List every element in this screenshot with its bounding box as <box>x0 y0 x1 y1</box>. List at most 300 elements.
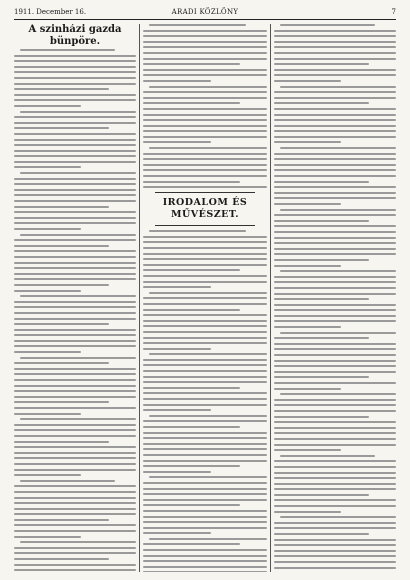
text-line <box>274 472 396 474</box>
text-line <box>14 127 109 129</box>
text-line <box>274 186 396 188</box>
text-line <box>274 46 396 48</box>
text-line <box>14 558 109 560</box>
text-line <box>274 265 341 267</box>
text-line <box>274 136 396 138</box>
text-line <box>14 513 136 515</box>
text-line <box>274 248 396 250</box>
text-line <box>274 477 396 479</box>
text-line <box>280 270 396 272</box>
text-line <box>274 399 396 401</box>
text-line <box>274 259 369 261</box>
text-line <box>143 314 267 316</box>
section-heading: IRODALOM ÉS MŰVÉSZET. <box>162 197 248 221</box>
text-line <box>14 452 136 454</box>
text-line <box>143 460 267 462</box>
text-line <box>274 466 396 468</box>
text-line <box>274 169 396 171</box>
text-line <box>143 521 267 523</box>
text-line <box>14 88 109 90</box>
text-line <box>14 139 136 141</box>
text-line <box>274 421 396 423</box>
text-line <box>274 315 396 317</box>
text-line <box>143 549 267 551</box>
text-line <box>274 35 396 37</box>
text-line <box>149 415 267 417</box>
text-line <box>14 194 136 196</box>
text-line <box>14 485 136 487</box>
text-line <box>14 396 136 398</box>
column-divider <box>270 24 271 572</box>
text-line <box>274 293 396 295</box>
text-line <box>143 448 267 450</box>
article-body <box>143 24 267 188</box>
text-line <box>143 465 240 467</box>
text-line <box>143 510 267 512</box>
text-line <box>143 236 267 238</box>
text-line <box>274 416 369 418</box>
text-line <box>14 519 109 521</box>
text-line <box>274 555 396 557</box>
text-line <box>14 351 81 353</box>
text-line <box>14 71 136 73</box>
text-line <box>274 276 396 278</box>
text-line <box>274 287 396 289</box>
text-line <box>14 469 136 471</box>
text-line <box>274 309 396 311</box>
text-line <box>143 69 267 71</box>
text-line <box>280 516 396 518</box>
text-line <box>20 234 136 236</box>
text-line <box>143 269 240 271</box>
text-line <box>143 281 267 283</box>
text-line <box>274 125 396 127</box>
text-line <box>143 488 267 490</box>
text-line <box>280 86 396 88</box>
text-line <box>143 125 267 127</box>
text-line <box>143 392 267 394</box>
text-line <box>149 230 246 232</box>
text-line <box>143 331 267 333</box>
text-line <box>14 267 136 269</box>
text-line <box>14 474 81 476</box>
text-line <box>274 52 396 54</box>
text-line <box>274 499 396 501</box>
text-line <box>14 385 136 387</box>
text-line <box>274 449 341 451</box>
text-line <box>274 192 396 194</box>
text-line <box>274 505 396 507</box>
text-line <box>274 225 396 227</box>
text-line <box>274 41 396 43</box>
article-body <box>14 49 136 572</box>
text-line <box>274 63 369 65</box>
text-line <box>274 438 396 440</box>
text-line <box>274 427 396 429</box>
text-line <box>14 334 136 336</box>
text-line <box>14 273 136 275</box>
text-line <box>14 55 136 57</box>
page-header <box>14 6 396 18</box>
text-line <box>143 91 267 93</box>
text-line <box>143 325 267 327</box>
text-line <box>143 359 267 361</box>
text-line <box>274 522 396 524</box>
text-line <box>143 130 267 132</box>
text-line <box>280 209 396 211</box>
text-line <box>14 228 81 230</box>
text-line <box>143 404 267 406</box>
text-line <box>274 567 396 569</box>
column-3 <box>274 24 396 572</box>
page-number: 7 <box>391 8 396 16</box>
text-line <box>143 454 267 456</box>
text-line <box>274 237 396 239</box>
text-line <box>14 368 136 370</box>
text-line <box>274 460 396 462</box>
text-line <box>280 332 396 334</box>
text-line <box>143 527 267 529</box>
text-line <box>14 166 81 168</box>
text-line <box>149 86 267 88</box>
text-line <box>274 444 396 446</box>
text-line <box>274 114 396 116</box>
text-line <box>14 105 81 107</box>
text-line <box>14 536 81 538</box>
text-line <box>143 532 211 534</box>
text-line <box>274 494 369 496</box>
text-line <box>143 566 267 568</box>
header-rule <box>14 19 396 20</box>
text-line <box>20 295 136 297</box>
text-line <box>274 231 396 233</box>
text-line <box>14 312 136 314</box>
text-line <box>20 357 136 359</box>
text-line <box>143 398 267 400</box>
text-line <box>274 533 369 535</box>
text-line <box>274 354 396 356</box>
text-line <box>143 169 267 171</box>
text-line <box>20 480 115 482</box>
text-line <box>14 262 136 264</box>
text-line <box>280 393 396 395</box>
text-line <box>143 63 240 65</box>
text-line <box>274 220 369 222</box>
text-line <box>14 373 136 375</box>
text-line <box>14 502 136 504</box>
text-line <box>143 337 267 339</box>
text-line <box>143 141 211 143</box>
text-line <box>274 69 396 71</box>
text-line <box>14 60 136 62</box>
text-line <box>14 94 136 96</box>
text-line <box>149 24 246 26</box>
text-line <box>149 476 267 478</box>
text-line <box>14 497 136 499</box>
text-line <box>143 370 267 372</box>
text-line <box>274 91 396 93</box>
text-line <box>274 382 396 384</box>
text-line <box>14 524 136 526</box>
text-line <box>143 516 267 518</box>
text-line <box>14 290 81 292</box>
text-line <box>14 491 136 493</box>
text-line <box>14 564 136 566</box>
text-line <box>274 488 396 490</box>
text-line <box>274 337 369 339</box>
text-line <box>143 253 267 255</box>
text-line <box>143 35 267 37</box>
text-line <box>143 286 211 288</box>
text-line <box>274 360 396 362</box>
text-line <box>274 281 396 283</box>
text-line <box>14 250 136 252</box>
section-rule <box>155 192 255 193</box>
text-line <box>274 30 396 32</box>
text-line <box>143 471 211 473</box>
text-line <box>143 342 267 344</box>
article-body <box>143 230 267 572</box>
text-line <box>274 527 396 529</box>
text-line <box>274 304 396 306</box>
text-line <box>14 83 136 85</box>
text-line <box>143 543 240 545</box>
text-line <box>143 46 267 48</box>
text-line <box>143 186 267 188</box>
text-line <box>274 432 396 434</box>
text-line <box>143 387 240 389</box>
text-line <box>274 483 396 485</box>
article-body <box>274 24 396 572</box>
text-line <box>143 348 211 350</box>
text-line <box>143 376 267 378</box>
text-line <box>274 371 396 373</box>
text-line <box>143 136 267 138</box>
text-line <box>20 541 136 543</box>
text-line <box>274 348 396 350</box>
text-line <box>14 161 136 163</box>
text-line <box>14 183 136 185</box>
text-line <box>143 74 267 76</box>
column-1 <box>14 24 136 572</box>
text-line <box>143 364 267 366</box>
text-line <box>274 119 396 121</box>
text-line <box>14 222 136 224</box>
text-line <box>143 309 240 311</box>
text-line <box>14 329 136 331</box>
text-line <box>274 365 396 367</box>
text-line <box>274 102 369 104</box>
text-line <box>14 155 136 157</box>
text-line <box>14 508 136 510</box>
text-line <box>274 326 341 328</box>
text-line <box>14 122 136 124</box>
text-line <box>274 158 396 160</box>
text-line <box>280 24 375 26</box>
text-line <box>149 353 267 355</box>
text-line <box>14 66 136 68</box>
text-line <box>143 297 267 299</box>
text-line <box>143 175 267 177</box>
text-line <box>149 538 267 540</box>
text-line <box>143 560 267 562</box>
text-line <box>14 150 136 152</box>
text-line <box>274 80 341 82</box>
text-line <box>20 172 136 174</box>
article-title: A szinházi gazda bünpöre. <box>28 24 122 47</box>
text-line <box>143 97 267 99</box>
masthead: ARADI KÖZLÖNY <box>171 8 239 16</box>
text-line <box>14 306 136 308</box>
text-line <box>143 102 240 104</box>
text-line <box>14 99 136 101</box>
text-line <box>274 550 396 552</box>
text-line <box>274 203 341 205</box>
text-line <box>14 424 136 426</box>
text-line <box>14 345 136 347</box>
text-line <box>14 441 109 443</box>
text-line <box>14 189 136 191</box>
column-2 <box>143 24 267 572</box>
text-line <box>14 217 136 219</box>
text-line <box>143 181 240 183</box>
text-line <box>14 401 109 403</box>
text-line <box>274 388 341 390</box>
text-line <box>14 390 136 392</box>
text-line <box>143 555 267 557</box>
text-line <box>14 278 136 280</box>
text-line <box>143 303 267 305</box>
text-line <box>143 114 267 116</box>
text-line <box>143 482 267 484</box>
text-line <box>14 323 109 325</box>
text-line <box>20 111 136 113</box>
text-line <box>14 245 109 247</box>
text-line <box>14 301 136 303</box>
text-line <box>14 569 136 571</box>
text-line <box>143 241 267 243</box>
text-line <box>143 426 240 428</box>
text-line <box>274 214 396 216</box>
text-line <box>274 544 396 546</box>
text-line <box>274 130 396 132</box>
text-line <box>274 164 396 166</box>
text-line <box>143 504 240 506</box>
text-line <box>143 80 211 82</box>
text-line <box>274 343 396 345</box>
text-line <box>274 197 396 199</box>
text-line <box>14 77 136 79</box>
text-line <box>143 571 267 572</box>
text-line <box>14 116 136 118</box>
text-line <box>14 435 136 437</box>
text-line <box>143 264 267 266</box>
text-line <box>143 493 267 495</box>
text-line <box>14 318 136 320</box>
text-line <box>14 144 136 146</box>
text-line <box>143 30 267 32</box>
text-line <box>14 446 136 448</box>
text-line <box>143 437 267 439</box>
text-line <box>14 407 136 409</box>
text-line <box>274 404 396 406</box>
text-line <box>14 239 136 241</box>
text-line <box>280 147 396 149</box>
text-line <box>143 258 267 260</box>
text-line <box>143 153 267 155</box>
text-line <box>274 539 396 541</box>
text-line <box>274 410 396 412</box>
text-line <box>14 256 136 258</box>
text-line <box>274 141 341 143</box>
text-line <box>274 242 396 244</box>
text-line <box>143 275 267 277</box>
text-line <box>274 108 396 110</box>
text-line <box>274 320 396 322</box>
text-line <box>14 178 136 180</box>
text-line <box>14 429 136 431</box>
text-line <box>14 284 109 286</box>
issue-date: 1911. December 16. <box>14 8 87 16</box>
text-line <box>274 376 369 378</box>
text-line <box>143 247 267 249</box>
section-rule <box>155 225 255 226</box>
text-line <box>280 455 375 457</box>
text-line <box>14 340 136 342</box>
text-line <box>14 211 136 213</box>
text-line <box>274 561 396 563</box>
column-divider <box>139 24 140 572</box>
text-line <box>143 432 267 434</box>
text-line <box>143 108 267 110</box>
text-line <box>14 379 136 381</box>
text-line <box>14 413 81 415</box>
text-line <box>143 499 267 501</box>
text-line <box>274 175 396 177</box>
text-line <box>143 409 211 411</box>
text-line <box>274 74 396 76</box>
text-line <box>274 58 396 60</box>
text-line <box>149 292 267 294</box>
text-line <box>14 133 136 135</box>
text-line <box>143 420 267 422</box>
text-line <box>20 49 115 51</box>
text-line <box>14 362 109 364</box>
text-line <box>274 511 341 513</box>
text-line <box>143 119 267 121</box>
text-line <box>274 298 369 300</box>
text-line <box>14 457 136 459</box>
text-line <box>14 547 136 549</box>
text-line <box>143 381 267 383</box>
text-line <box>14 200 136 202</box>
text-line <box>143 443 267 445</box>
text-line <box>14 552 136 554</box>
text-line <box>14 463 136 465</box>
text-line <box>143 52 267 54</box>
text-line <box>143 58 267 60</box>
text-line <box>274 181 369 183</box>
text-line <box>143 158 267 160</box>
text-line <box>143 320 267 322</box>
text-line <box>274 153 396 155</box>
text-line <box>149 147 267 149</box>
text-line <box>14 530 136 532</box>
text-line <box>274 253 396 255</box>
text-line <box>20 418 136 420</box>
text-line <box>14 206 109 208</box>
text-line <box>274 97 396 99</box>
